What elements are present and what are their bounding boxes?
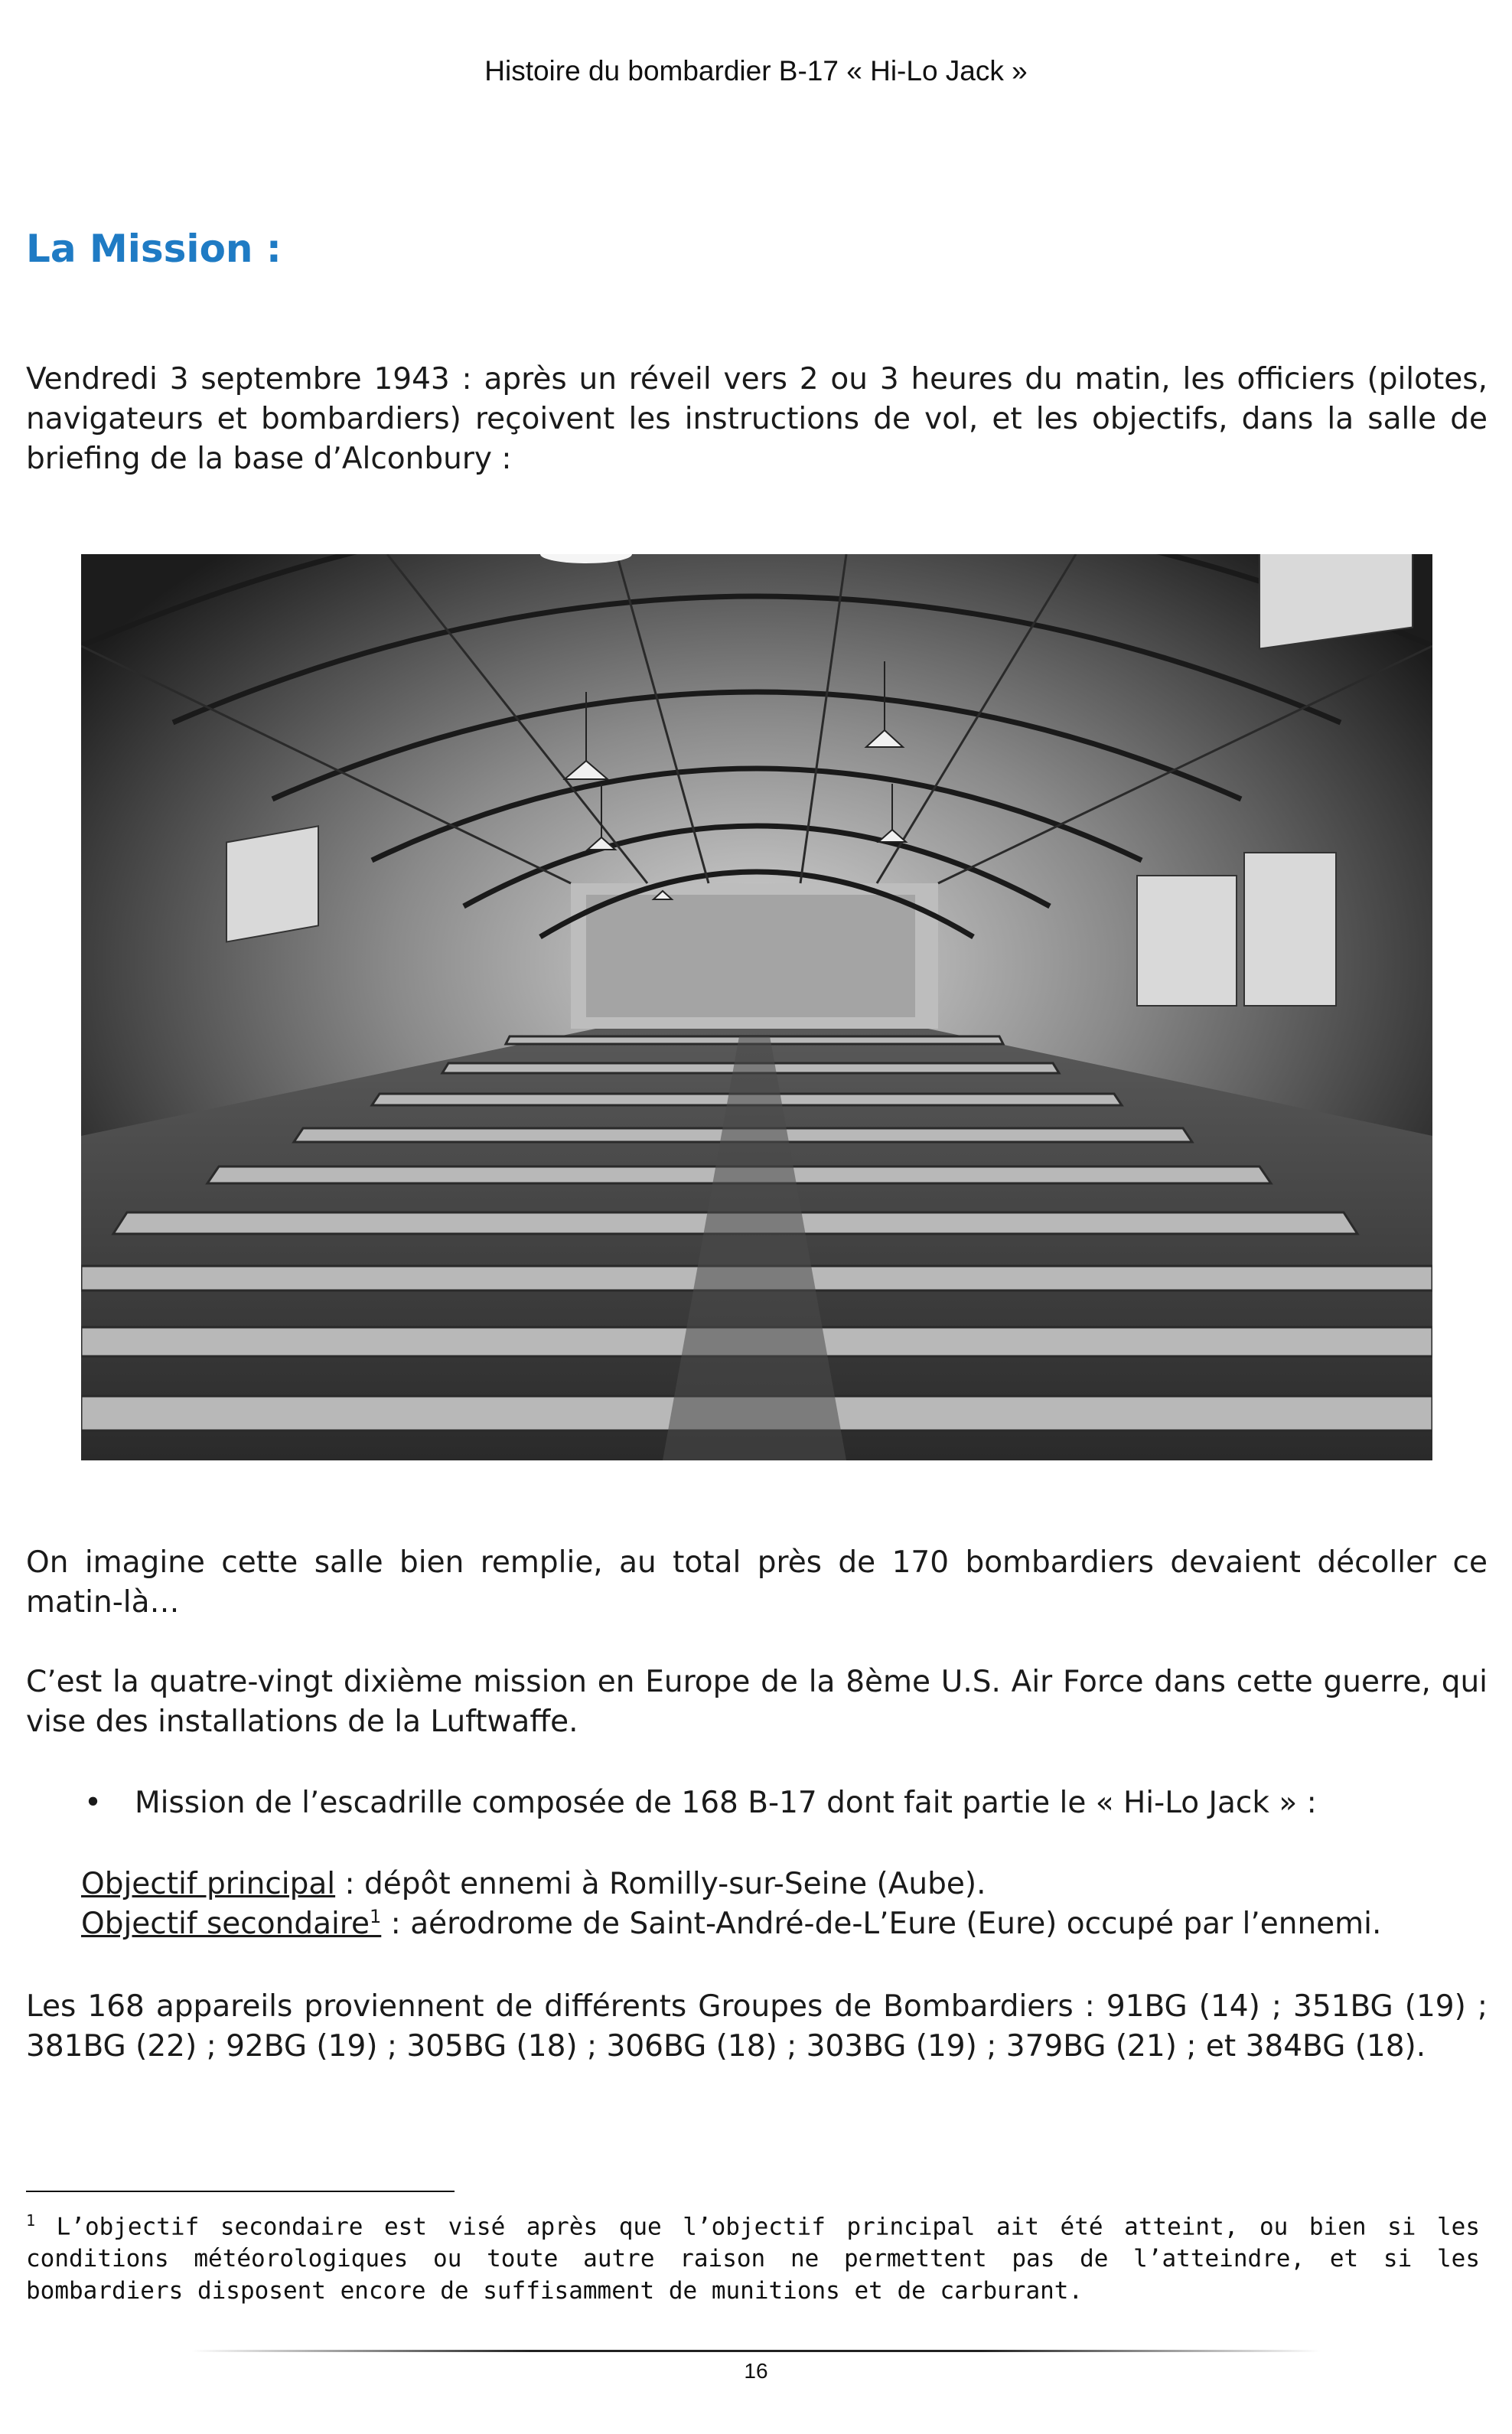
footnote [26, 2204, 1480, 2307]
page-header-title: Histoire du bombardier B-17 « Hi-Lo Jack » [484, 55, 1028, 86]
secondary-objective-text: : aérodrome de Saint-André-de-L’Eure (Eure) occupé par l’ennemi. [381, 1907, 1382, 1941]
bullet-text: Mission de l’escadrille composée de 168 B-17 dont fait partie le « Hi-Lo Jack » : [135, 1786, 1317, 1820]
primary-objective [81, 1865, 986, 1904]
section-title: La Mission : [26, 227, 282, 271]
briefing-room-photo [81, 554, 1432, 1460]
groups-paragraph: Les 168 appareils proviennent de différents Groupes de Bombardiers : 91BG (14) ; 351BG (19) ; 381BG (22) ; 92BG (19) ; 305BG (18) ; 306BG (18) ; 303BG (19) ; 379BG (21) ; et 384BG (18). [26, 1989, 1488, 2064]
intro-paragraph: Vendredi 3 septembre 1943 : après un réveil vers 2 ou 3 heures du matin, les officiers (pilotes, navigateurs et bombardiers) reçoivent les instructions de vol, et les objectifs, dans la salle de briefing de la base d’Alconbury : [26, 362, 1488, 476]
primary-objective-text: : dépôt ennemi à Romilly-sur-Seine (Aube). [335, 1867, 986, 1901]
bullet-icon: • [84, 1786, 103, 1820]
secondary-objective [81, 1904, 1381, 1944]
page-number: 16 [744, 2359, 768, 2383]
footnote-reference[interactable]: 1 [369, 1906, 382, 1927]
secondary-objective-label: Objectif secondaire$^1$ [81, 1906, 382, 1941]
primary-objective-label: Objectif principal [81, 1867, 336, 1901]
mission-number-paragraph: C’est la quatre-vingt dixième mission en Europe de la 8ème U.S. Air Force dans cette guerre, qui vise des installations de la Luftwaffe. [26, 1665, 1488, 1739]
footnote-number: 1 [26, 2211, 36, 2230]
imagine-paragraph: On imagine cette salle bien remplie, au total près de 170 bombardiers devaient décoller ce matin-là… [26, 1545, 1488, 1620]
footer-divider [191, 2350, 1321, 2352]
footnote-divider [26, 2191, 455, 2192]
footnote-text: L’objectif secondaire est visé après que l’objectif principal ait été atteint, ou bien si les conditions météorologiques ou toute autre raison ne permettent pas de l’atteindre, et si les bombardiers disposent encore de suffisamment de munitions et de carburant. [26, 2213, 1480, 2305]
